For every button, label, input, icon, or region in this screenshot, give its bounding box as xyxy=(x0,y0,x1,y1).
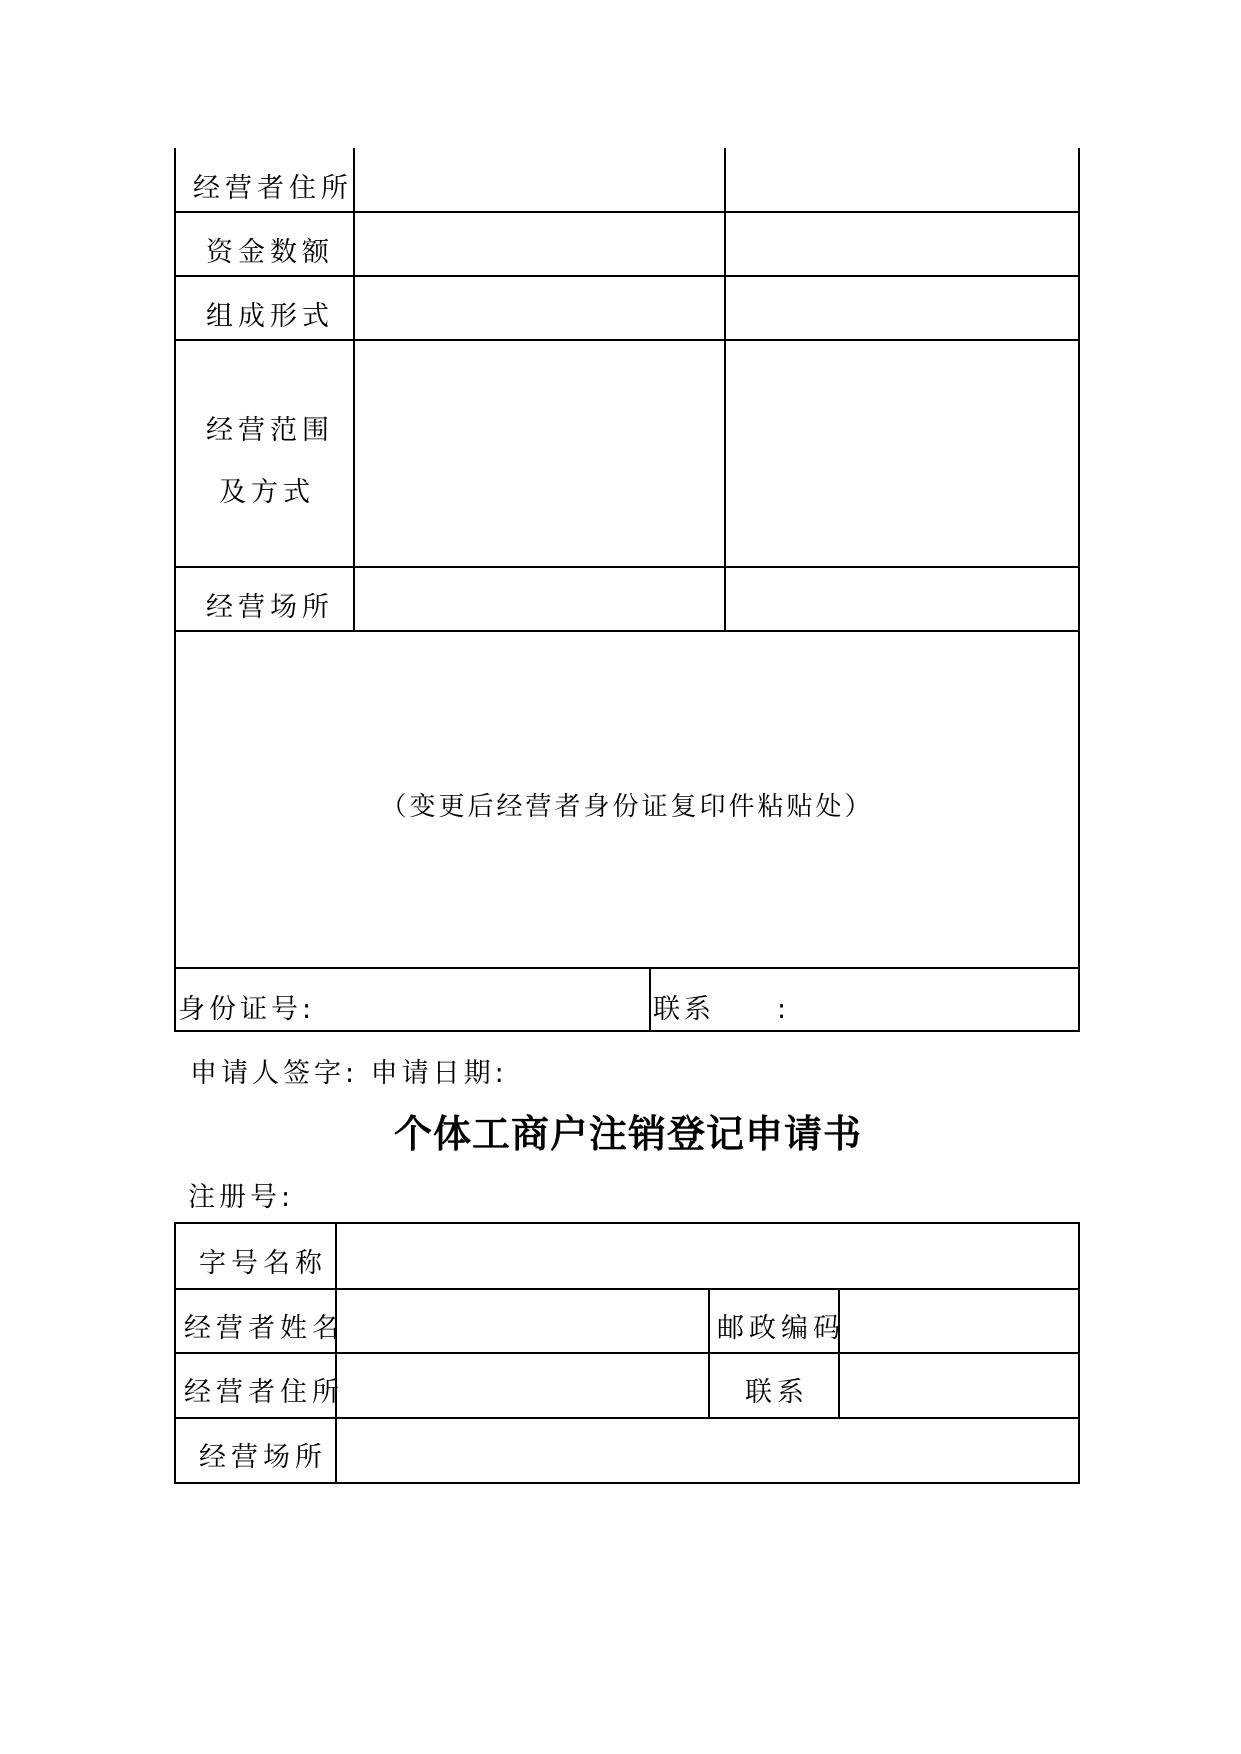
table-border-right xyxy=(1078,148,1080,1032)
row-divider xyxy=(174,275,1080,277)
table-divider-footer xyxy=(649,968,651,1032)
organization-label: 组成形式 xyxy=(206,301,334,332)
table-border-bottom xyxy=(174,1030,1080,1032)
capital-label: 资金数额 xyxy=(206,237,334,268)
row-divider xyxy=(174,630,1080,632)
table-divider-middle xyxy=(724,148,726,632)
operator-name-label: 经营者姓名 xyxy=(184,1313,344,1344)
page-title: 个体工商户注销登记申请书 xyxy=(394,1111,863,1156)
table-border-top xyxy=(174,1222,1080,1224)
contact-label: 联系 xyxy=(745,1377,809,1408)
scope-label-line2: 及方式 xyxy=(219,477,315,508)
row-divider xyxy=(174,1417,1080,1419)
row-divider xyxy=(174,1352,1080,1354)
signature-line: 申请人签字: 申请日期: xyxy=(190,1058,508,1089)
id-number-label: 身份证号: xyxy=(178,994,316,1025)
table-divider-label xyxy=(353,148,355,632)
table-border-left xyxy=(174,1222,176,1484)
row-divider xyxy=(174,967,1080,969)
table-border-right xyxy=(1078,1222,1080,1484)
premises-label: 经营场所 xyxy=(199,1442,327,1473)
premises-label: 经营场所 xyxy=(206,592,334,623)
residence-label: 经营者住所 xyxy=(193,173,353,204)
table-border-left xyxy=(174,148,176,1032)
scope-label-line1: 经营范围 xyxy=(206,415,334,446)
row-divider xyxy=(174,1288,1080,1290)
row-divider xyxy=(174,566,1080,568)
id-copy-placeholder: （变更后经营者身份证复印件粘贴处） xyxy=(380,792,874,822)
registration-number-label: 注册号: xyxy=(188,1182,295,1213)
trade-name-label: 字号名称 xyxy=(199,1248,327,1279)
table-border-bottom xyxy=(174,1482,1080,1484)
row-divider xyxy=(174,339,1080,341)
residence-label: 经营者住所 xyxy=(184,1377,344,1408)
table-divider-middle xyxy=(708,1288,710,1418)
table-divider-label xyxy=(335,1222,337,1484)
contact-label: 联系 : xyxy=(653,994,791,1025)
table-divider-right xyxy=(838,1288,840,1418)
postal-code-label: 邮政编码 xyxy=(717,1313,845,1344)
row-divider xyxy=(174,211,1080,213)
